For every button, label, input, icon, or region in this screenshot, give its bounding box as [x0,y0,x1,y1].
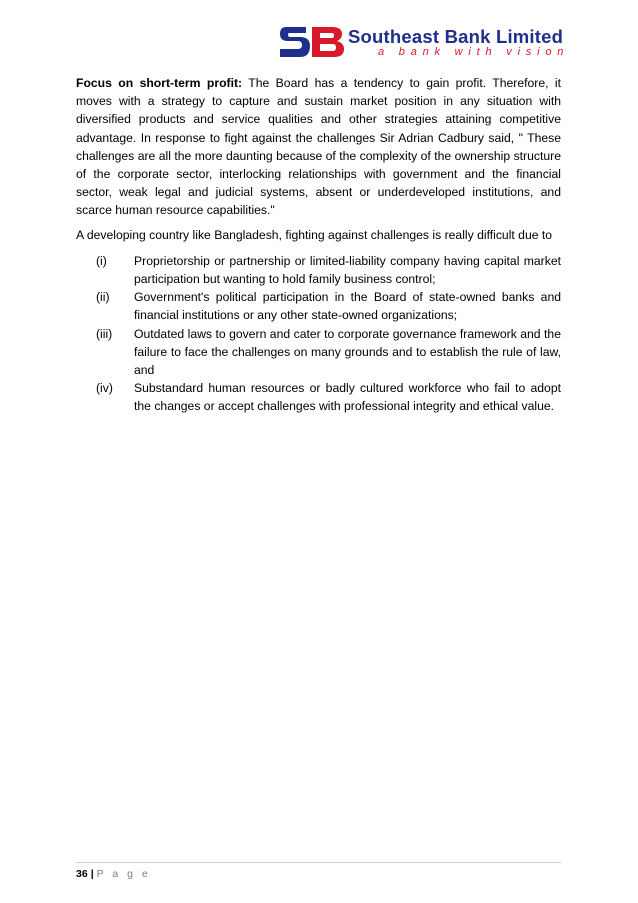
sb-logo-mark-icon [278,24,346,60]
list-item [76,325,561,380]
paragraph-lead: Focus on short-term profit: [76,76,243,90]
list-item-text: Proprietorship or partnership or limited-liability company having capital market participation but wanting to hold family business control; [134,253,561,287]
footer-separator: | [90,868,94,880]
paragraph-text: The Board has a tendency to gain profit. Therefore, it moves with a strategy to capture and sustain market position in any situation with diversified products and service qualities and other strategies attaining competitive advantage. In response to fight against the challenges Sir Adrian Cadbury said, " These challenges are all the more daunting because of the complexity of the ownership structure of the corporate sector, interlocking relationships with government and the financial sector, weak legal and judicial systems, absent or underdeveloped institutions, and scarce human resource capabilities." [76,76,561,218]
list-item [76,379,561,415]
bank-tagline: a bank with vision [378,46,570,58]
list-item-text: Outdated laws to govern and cater to corporate governance framework and the failure to face the challenges on many grounds and to establish the rule of law, and [134,326,561,378]
page-number: 36 [76,868,88,880]
paragraph-developing-country: A developing country like Bangladesh, fighting against challenges is really difficult due to [76,227,553,242]
challenges-list [76,252,561,416]
list-marker: (ii) [96,290,110,305]
footer-divider [76,862,561,863]
list-marker: (iv) [96,381,113,396]
list-item-text: Substandard human resources or badly cultured workforce who fail to adopt the changes or accept challenges with professional integrity and ethical value. [134,381,561,414]
paragraph-short-term-profit [76,74,561,220]
list-marker: (iii) [96,326,113,341]
bank-logo [278,22,628,62]
list-item [76,252,561,288]
document-body [76,74,561,416]
list-marker: (i) [96,253,107,268]
page-label: P a g e [96,868,151,880]
bank-name: Southeast Bank Limited [348,26,564,47]
page-footer [76,868,151,880]
list-item-text: Government's political participation in the Board of state-owned banks and financial institutions or any other state-owned organizations; [134,290,561,323]
list-item [76,288,561,324]
